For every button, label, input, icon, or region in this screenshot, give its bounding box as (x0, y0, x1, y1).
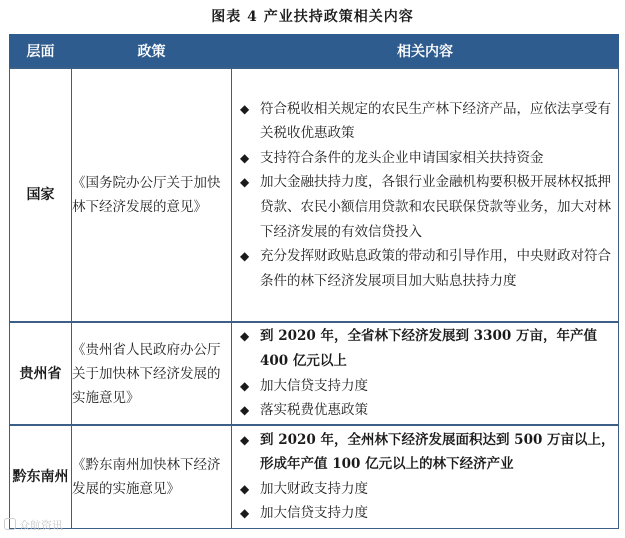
list-item (232, 374, 618, 399)
bullet-icon: ◆ (240, 329, 250, 344)
item-text: 落实税费优惠政策 (260, 402, 368, 419)
item-text: 到 2020 年，全州林下经济发展面积达到 500 万亩以上，形成年产值 100 亿元以上的林下经济产业 (260, 431, 615, 473)
content-cell (232, 322, 619, 425)
list-item (232, 398, 618, 423)
level-cell: 贵州省 (10, 322, 72, 425)
level-cell: 黔东南州 (10, 425, 72, 528)
list-item (232, 324, 618, 373)
table-row (10, 68, 619, 322)
bullet-icon: ◆ (240, 432, 250, 447)
policy-table (9, 34, 619, 529)
bullet-icon: ◆ (240, 378, 250, 393)
bullet-icon: ◆ (240, 150, 250, 165)
list-item (232, 477, 618, 502)
bullet-icon: ◆ (240, 249, 250, 264)
bullet-icon: ◆ (240, 481, 250, 496)
policy-cell: 《黔东南州加快林下经济发展的实施意见》 (72, 425, 232, 528)
list-item (232, 146, 618, 171)
item-text: 加大信贷支持力度 (260, 377, 368, 394)
list-item (232, 428, 618, 477)
list-item (232, 170, 618, 244)
column-header-level: 层面 (10, 35, 72, 69)
policy-cell: 《贵州省人民政府办公厅关于加快林下经济发展的实施意见》 (72, 322, 232, 425)
bullet-icon: ◆ (240, 101, 250, 116)
column-header-policy: 政策 (72, 35, 232, 69)
column-header-content: 相关内容 (232, 35, 619, 69)
content-cell (232, 425, 619, 528)
bullet-icon: ◆ (240, 506, 250, 521)
bullet-icon: ◆ (240, 175, 250, 190)
bullet-icon: ◆ (240, 403, 250, 418)
item-text: 符合税收相关规定的农民生产林下经济产品，应依法享受有关税收优惠政策 (260, 100, 611, 142)
item-text: 加大财政支持力度 (260, 480, 368, 497)
item-text: 支持符合条件的龙头企业申请国家相关扶持资金 (260, 149, 544, 166)
list-item (232, 501, 618, 526)
table-header-row (10, 35, 619, 69)
content-cell (232, 68, 619, 322)
table-row (10, 425, 619, 528)
list-item (232, 244, 618, 293)
table-caption: 图表 4 产业扶持政策相关内容 (211, 9, 414, 25)
list-item (232, 97, 618, 146)
watermark-logo-icon (4, 518, 16, 530)
table-row (10, 322, 619, 425)
level-cell: 国家 (10, 68, 72, 322)
watermark (4, 517, 63, 533)
policy-cell: 《国务院办公厅关于加快林下经济发展的意见》 (72, 68, 232, 322)
item-text: 加大金融扶持力度，各银行业金融机构要积极开展林权抵押贷款、农民小额信用贷款和农民联保贷款等业务，加大对林下经济发展的有效信贷投入 (260, 174, 611, 240)
watermark-text: 众航资讯 (19, 519, 63, 532)
item-text: 加大信贷支持力度 (260, 505, 368, 522)
item-text: 到 2020 年，全省林下经济发展到 3300 万亩，年产值 400 亿元以上 (260, 328, 597, 369)
item-text: 充分发挥财政贴息政策的带动和引导作用，中央财政对符合条件的林下经济发展项目加大贴息扶持力度 (260, 248, 611, 289)
